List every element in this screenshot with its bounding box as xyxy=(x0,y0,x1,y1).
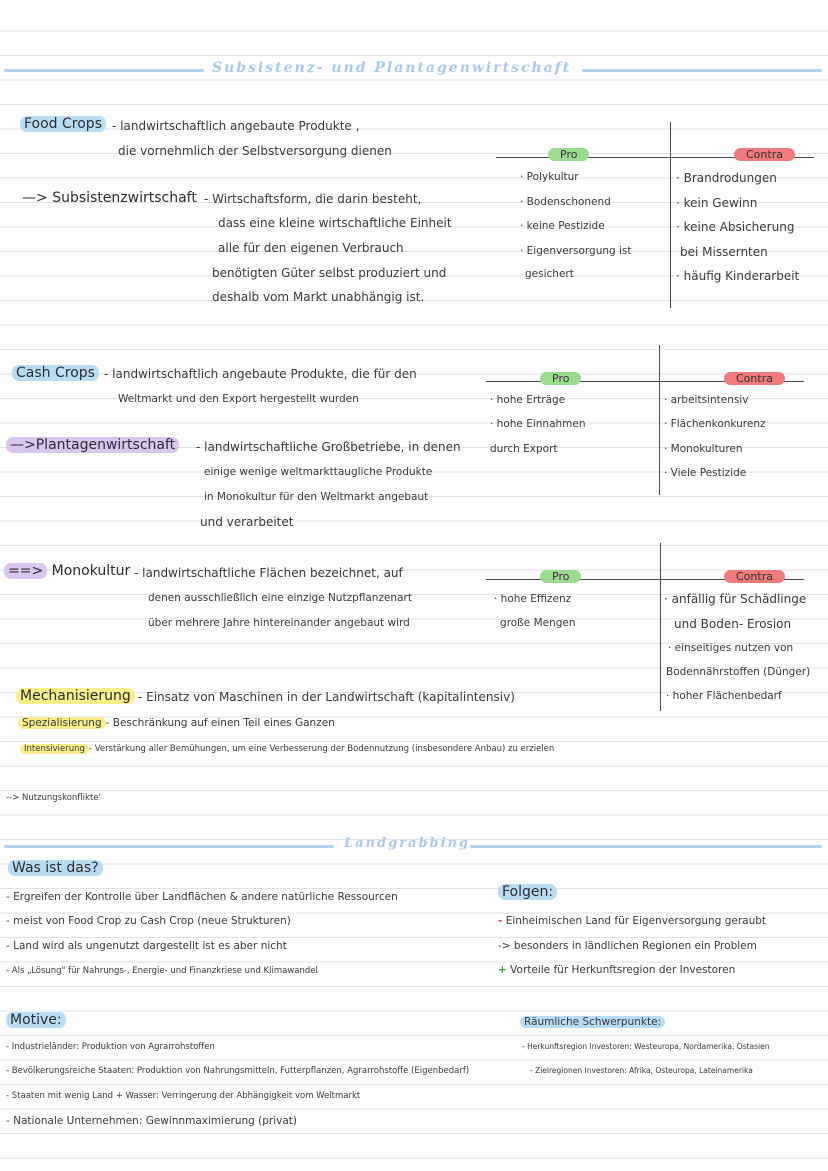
subsistenz-def-2: dass eine kleine wirtschaftliche Einheit xyxy=(218,216,452,230)
cash-term: Cash Crops xyxy=(12,365,99,381)
mono-contra-4: Bodennährstoffen (Dünger) xyxy=(666,666,811,678)
mono-pro-1: · hohe Effizenz xyxy=(494,593,572,605)
cash-table-vline xyxy=(659,345,660,495)
mono-contra-label: Contra xyxy=(724,565,785,584)
was-item-1: - Ergreifen der Kontrolle über Landflächen & andere natürliche Ressourcen xyxy=(6,891,398,903)
food-pro-1: · Polykultur xyxy=(520,171,579,183)
mono-contra-1: · anfällig für Schädlinge xyxy=(664,592,807,606)
subsistenz-def-4: benötigten Güter selbst produziert und xyxy=(212,266,447,280)
mono-contra-5: · hoher Flächenbedarf xyxy=(666,690,782,702)
cash-pro-1: · hohe Erträge xyxy=(490,394,566,406)
food-pro-5: gesichert xyxy=(525,268,574,280)
mono-def-3: über mehrere Jahre hintereinander angebaut wird xyxy=(148,617,410,629)
food-pro-label: Pro xyxy=(548,143,589,162)
cash-pro-2: · hohe Einnahmen xyxy=(490,418,586,430)
raum-item-2: - Zielregionen Investoren: Afrika, Osteuropa, Lateinamerika xyxy=(530,1066,753,1075)
mono-def-2: denen ausschließlich eine einzige Nutzpflanzenart xyxy=(148,592,412,604)
food-term: Food Crops xyxy=(20,116,106,132)
cash-def-2: Weltmarkt und den Export hergestellt wurden xyxy=(118,393,359,405)
plantage-def-1: - landwirtschaftliche Großbetriebe, in denen xyxy=(196,440,461,454)
mono-def-1: - landwirtschaftliche Flächen bezeichnet, auf xyxy=(134,566,403,580)
mono-table-vline xyxy=(660,543,661,711)
motive-heading: Motive: xyxy=(6,1012,66,1028)
subsistenz-def-3: alle für den eigenen Verbrauch xyxy=(218,241,404,255)
mono-pro-label: Pro xyxy=(540,565,581,584)
food-contra-1: · Brandrodungen xyxy=(676,171,777,185)
motive-item-4: - Nationale Unternehmen: Gewinnmaximierung (privat) xyxy=(6,1115,298,1127)
cash-contra-3: · Monokulturen xyxy=(664,443,743,455)
folgen-heading: Folgen: xyxy=(498,884,557,900)
motive-item-1: - Industrieländer: Produktion von Agrarrohstoffen xyxy=(6,1042,215,1052)
subsistenz-def-5: deshalb vom Markt unabhängig ist. xyxy=(212,290,425,304)
mono-pro-2: große Mengen xyxy=(500,617,576,629)
subsistenz-def-1: - Wirtschaftsform, die darin besteht, xyxy=(204,192,422,206)
mono-contra-2: und Boden- Erosion xyxy=(674,617,792,631)
mono-term: ==> Monokultur xyxy=(4,563,130,579)
motive-item-2: - Bevölkerungsreiche Staaten: Produktion von Nahrungsmitteln, Futterpflanzen, Agrarrohstoffe (Eigenbedarf) xyxy=(6,1066,470,1076)
was-item-2: - meist von Food Crop zu Cash Crop (neue Strukturen) xyxy=(6,915,291,927)
mech-term: Mechanisierung xyxy=(16,688,135,704)
cash-contra-1: · arbeitsintensiv xyxy=(664,394,749,406)
food-pro-3: · keine Pestizide xyxy=(520,220,605,232)
food-contra-label: Contra xyxy=(734,143,795,162)
cash-contra-4: · Viele Pestizide xyxy=(664,467,747,479)
plantage-def-3: in Monokultur für den Weltmarkt angebaut xyxy=(204,491,429,503)
raum-item-1: - Herkunftsregion Investoren: Westeuropa, Nordamerika, Ostasien xyxy=(522,1042,770,1051)
title-rule-right xyxy=(582,69,822,72)
plantage-def-4: und verarbeitet xyxy=(200,515,294,529)
food-table-vline xyxy=(670,122,671,308)
food-pro-4: · Eigenversorgung ist xyxy=(520,245,632,257)
cash-def-1: - landwirtschaftlich angebaute Produkte, die für den xyxy=(104,367,417,381)
mono-contra-3: · einseitiges nutzen von xyxy=(668,642,794,654)
raum-heading: Räumliche Schwerpunkte: xyxy=(520,1016,665,1028)
land-rule-right xyxy=(470,845,822,848)
cash-pro-label: Pro xyxy=(540,367,581,386)
inten-line: Intensivierung - Verstärkung aller Bemühungen, um eine Verbesserung der Bodennutzung (insbesondere Anbau) zu erzielen xyxy=(20,744,554,754)
food-contra-5: · häufig Kinderarbeit xyxy=(676,269,800,283)
cash-contra-label: Contra xyxy=(724,367,785,386)
title-rule-left xyxy=(4,69,204,72)
was-item-4: - Als „Lösung" für Nahrungs-, Energie- und Finanzkriese und Klimawandel xyxy=(6,966,318,976)
landgrabbing-title: Landgrabbing xyxy=(344,836,471,851)
subsistenz-arrow-term: —> Subsistenzwirtschaft xyxy=(22,190,197,206)
food-pro-2: · Bodenschonend xyxy=(520,196,611,208)
cash-pro-3: durch Export xyxy=(490,443,558,455)
food-contra-4: bei Missernten xyxy=(680,245,768,259)
land-rule-left xyxy=(4,845,334,848)
plantage-def-2: einige wenige weltmarkttaugliche Produkte xyxy=(204,466,433,478)
spez-line: Spezialisierung - Beschränkung auf einen Teil eines Ganzen xyxy=(18,717,335,729)
food-def-1: - landwirtschaftlich angebaute Produkte , xyxy=(112,119,360,133)
folgen-item-2: -> besonders in ländlichen Regionen ein Problem xyxy=(498,940,757,952)
food-contra-3: · keine Absicherung xyxy=(676,220,795,234)
page-title: Subsistenz- und Plantagenwirtschaft xyxy=(212,60,572,76)
was-heading: Was ist das? xyxy=(8,860,103,876)
motive-item-3: - Staaten mit wenig Land + Wasser: Verringerung der Abhängigkeit vom Weltmarkt xyxy=(6,1091,361,1101)
plantage-arrow-term: —>Plantagenwirtschaft xyxy=(6,437,179,453)
cash-contra-2: · Flächenkonkurenz xyxy=(664,418,766,430)
folgen-item-1: - Einheimischen Land für Eigenversorgung geraubt xyxy=(498,915,767,927)
was-item-3: - Land wird als ungenutzt dargestellt ist es aber nicht xyxy=(6,940,287,952)
food-def-2: die vornehmlich der Selbstversorgung dienen xyxy=(118,144,392,158)
folgen-item-3: + Vorteile für Herkunftsregion der Investoren xyxy=(498,964,736,976)
mech-def: - Einsatz von Maschinen in der Landwirtschaft (kapitalintensiv) xyxy=(138,690,515,704)
food-contra-2: · kein Gewinn xyxy=(676,196,758,210)
nutzungskonflikte: --> Nutzungskonflikte' xyxy=(6,793,101,803)
